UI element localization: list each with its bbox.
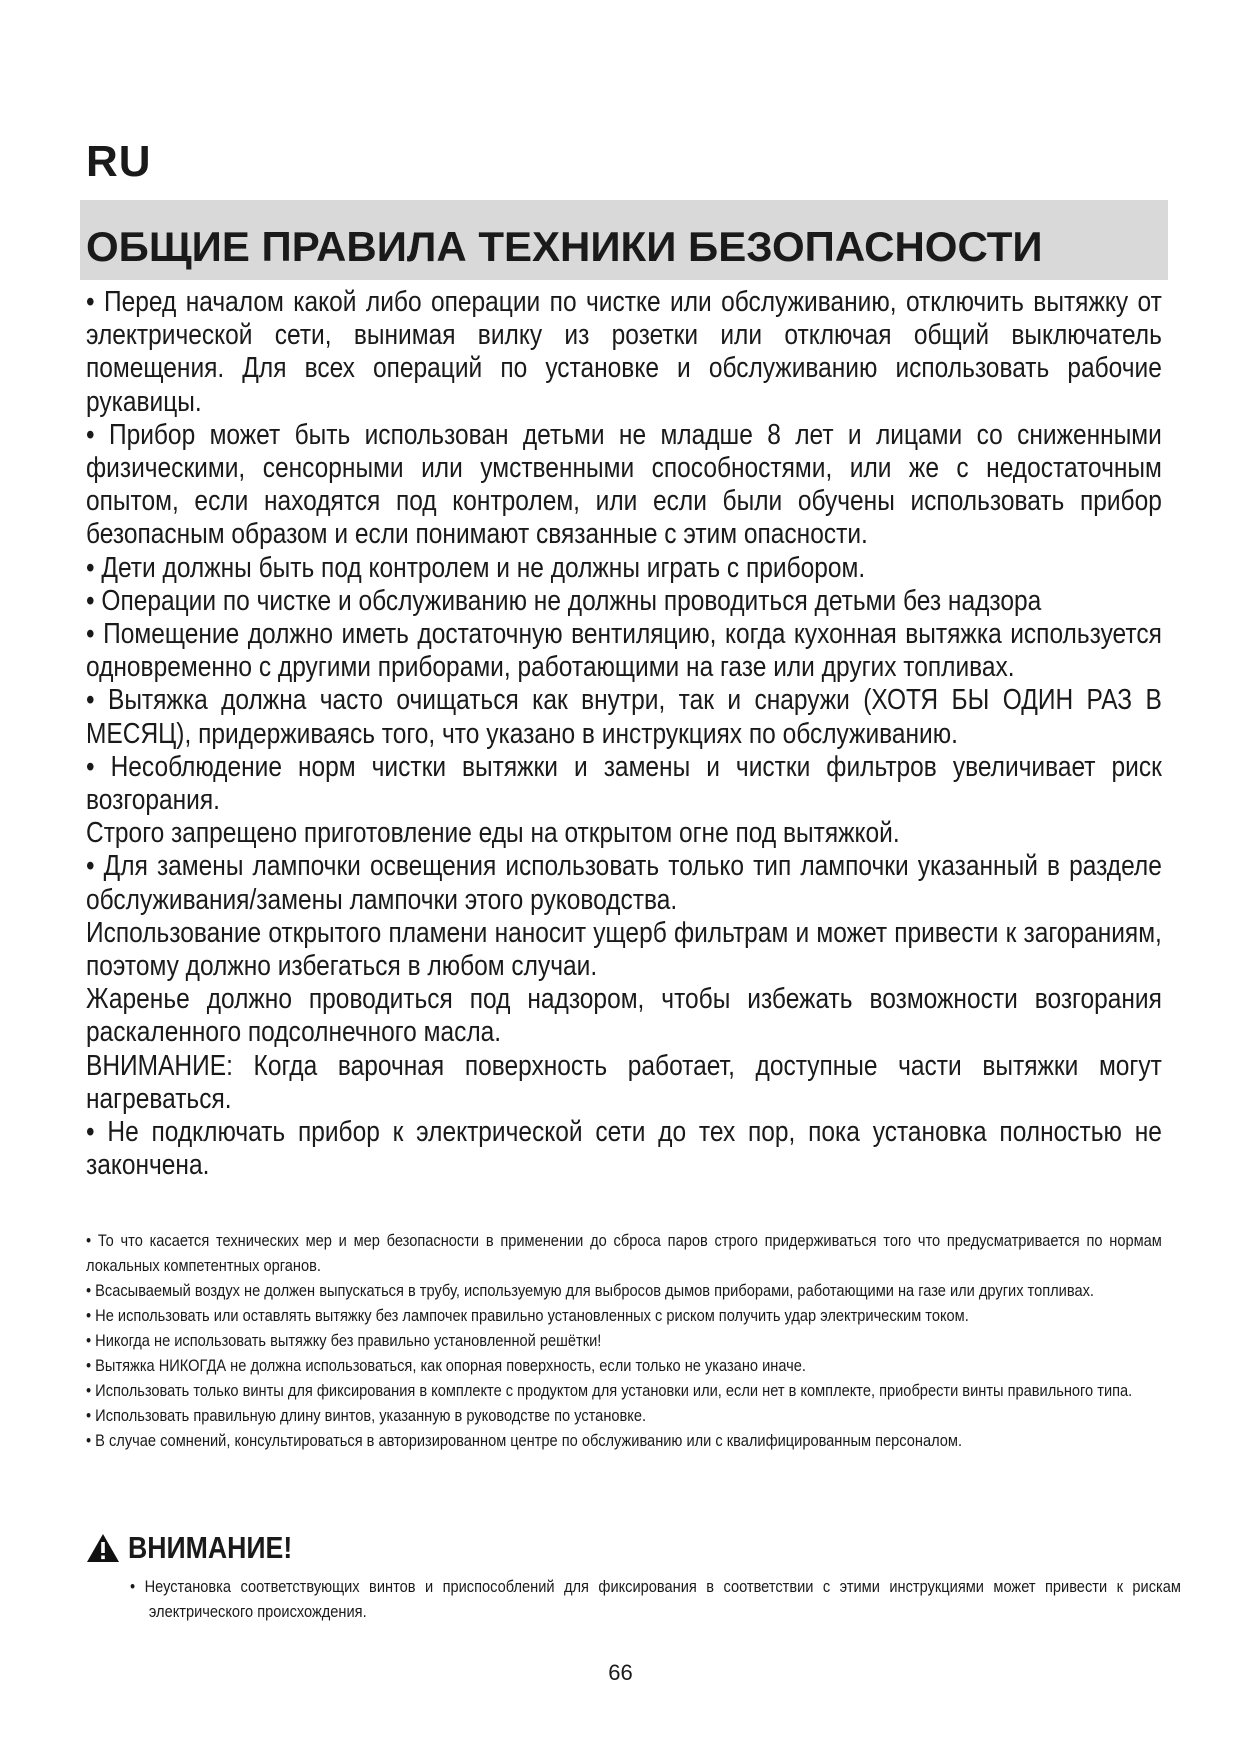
safety-paragraph: Строго запрещено приготовление еды на открытом огне под вытяжкой.: [86, 817, 900, 850]
safety-paragraph: Жаренье должно проводиться под надзором, чтобы избежать возможности возгорания раскаленного подсолнечного масла.: [86, 983, 1162, 1049]
warning-item: • Неустановка соответствующих винтов и приспособлений для фиксирования в соответствии с этими инструкциями может привести к рискам электрического происхождения.: [130, 1577, 1181, 1621]
additional-safety-text: [86, 1228, 1162, 1453]
small-paragraph: • В случае сомнений, консультироваться в авторизированном центре по обслуживанию или с квалифицированным персоналом.: [86, 1431, 963, 1450]
safety-paragraph: • Дети должны быть под контролем и не должны играть с прибором.: [86, 551, 866, 584]
small-paragraph: • Использовать правильную длину винтов, указанную в руководстве по установке.: [86, 1406, 647, 1425]
small-paragraph: • Использовать только винты для фиксирования в комплекте с продуктом для установки или, если нет в комплекте, приобрести винты правильного типа.: [86, 1381, 1133, 1400]
safety-paragraph: • Вытяжка должна часто очищаться как внутри, так и снаружи (ХОТЯ БЫ ОДИН РАЗ В МЕСЯЦ), придерживаясь того, что указано в инструкциях по обслуживанию.: [86, 684, 1162, 750]
page-number: 66: [608, 1660, 633, 1685]
warning-text: [130, 1574, 1181, 1624]
language-code: RU: [86, 137, 152, 186]
safety-paragraph: • Помещение должно иметь достаточную вентиляцию, когда кухонная вытяжка используется одновременно с другими приборами, работающими на газе или других топливах.: [86, 618, 1162, 684]
small-paragraph: • Всасываемый воздух не должен выпускаться в трубу, используемую для выбросов дымов приборами, работающими на газе или других топливах.: [86, 1281, 1094, 1300]
small-paragraph: • Вытяжка НИКОГДА не должна использоваться, как опорная поверхность, если только не указано иначе.: [86, 1356, 806, 1375]
safety-paragraph: • Для замены лампочки освещения использовать только тип лампочки указанный в разделе обслуживания/замены лампочки этого руководства.: [86, 850, 1162, 916]
safety-paragraph: • Несоблюдение норм чистки вытяжки и замены и чистки фильтров увеличивает риск возгорания.: [86, 750, 1162, 817]
safety-paragraph: • Перед началом какой либо операции по чистке или обслуживанию, отключить вытяжку от электрической сети, вынимая вилку из розетки или отключая общий выключатель помещения. Для всех операций по установке и обслуживанию использовать рабочие рукавицы.: [86, 286, 1162, 418]
small-paragraph: • Никогда не использовать вытяжку без правильно установленной решётки!: [86, 1331, 602, 1350]
safety-paragraph: Использование открытого пламени наносит ущерб фильтрам и может привести к загораниям, поэтому должно избегаться в любом случаи.: [86, 916, 1162, 983]
safety-paragraph: • Не подключать прибор к электрической сети до тех пор, пока установка полностью не закончена.: [86, 1116, 1162, 1182]
page-title: ОБЩИЕ ПРАВИЛА ТЕХНИКИ БЕЗОПАСНОСТИ: [86, 223, 1043, 270]
safety-paragraph: ВНИМАНИЕ: Когда варочная поверхность работает, доступные части вытяжки могут нагреваться.: [86, 1049, 1162, 1115]
warning-heading: [86, 1532, 319, 1563]
small-paragraph: • То что касается технических мер и мер безопасности в применении до сброса паров строго придерживаться того что предусматривается по нормам локальных компетентных органов.: [86, 1231, 1162, 1275]
main-safety-text: [86, 286, 1162, 1182]
warning-triangle-icon: [86, 1533, 120, 1563]
safety-paragraph: • Прибор может быть использован детьми не младше 8 лет и лицами со сниженными физическими, сенсорными или умственными способностями, или же с недостаточным опытом, если находятся под контролем, или если были обучены использовать прибор безопасным образом и если понимают связанные с этим опасности.: [86, 418, 1162, 551]
small-paragraph: • Не использовать или оставлять вытяжку без лампочек правильно установленных с риском получить удар электрическим током.: [86, 1306, 969, 1325]
safety-paragraph: • Операции по чистке и обслуживанию не должны проводиться детьми без надзора: [86, 584, 1042, 617]
warning-title: ВНИМАНИЕ!: [128, 1530, 293, 1565]
